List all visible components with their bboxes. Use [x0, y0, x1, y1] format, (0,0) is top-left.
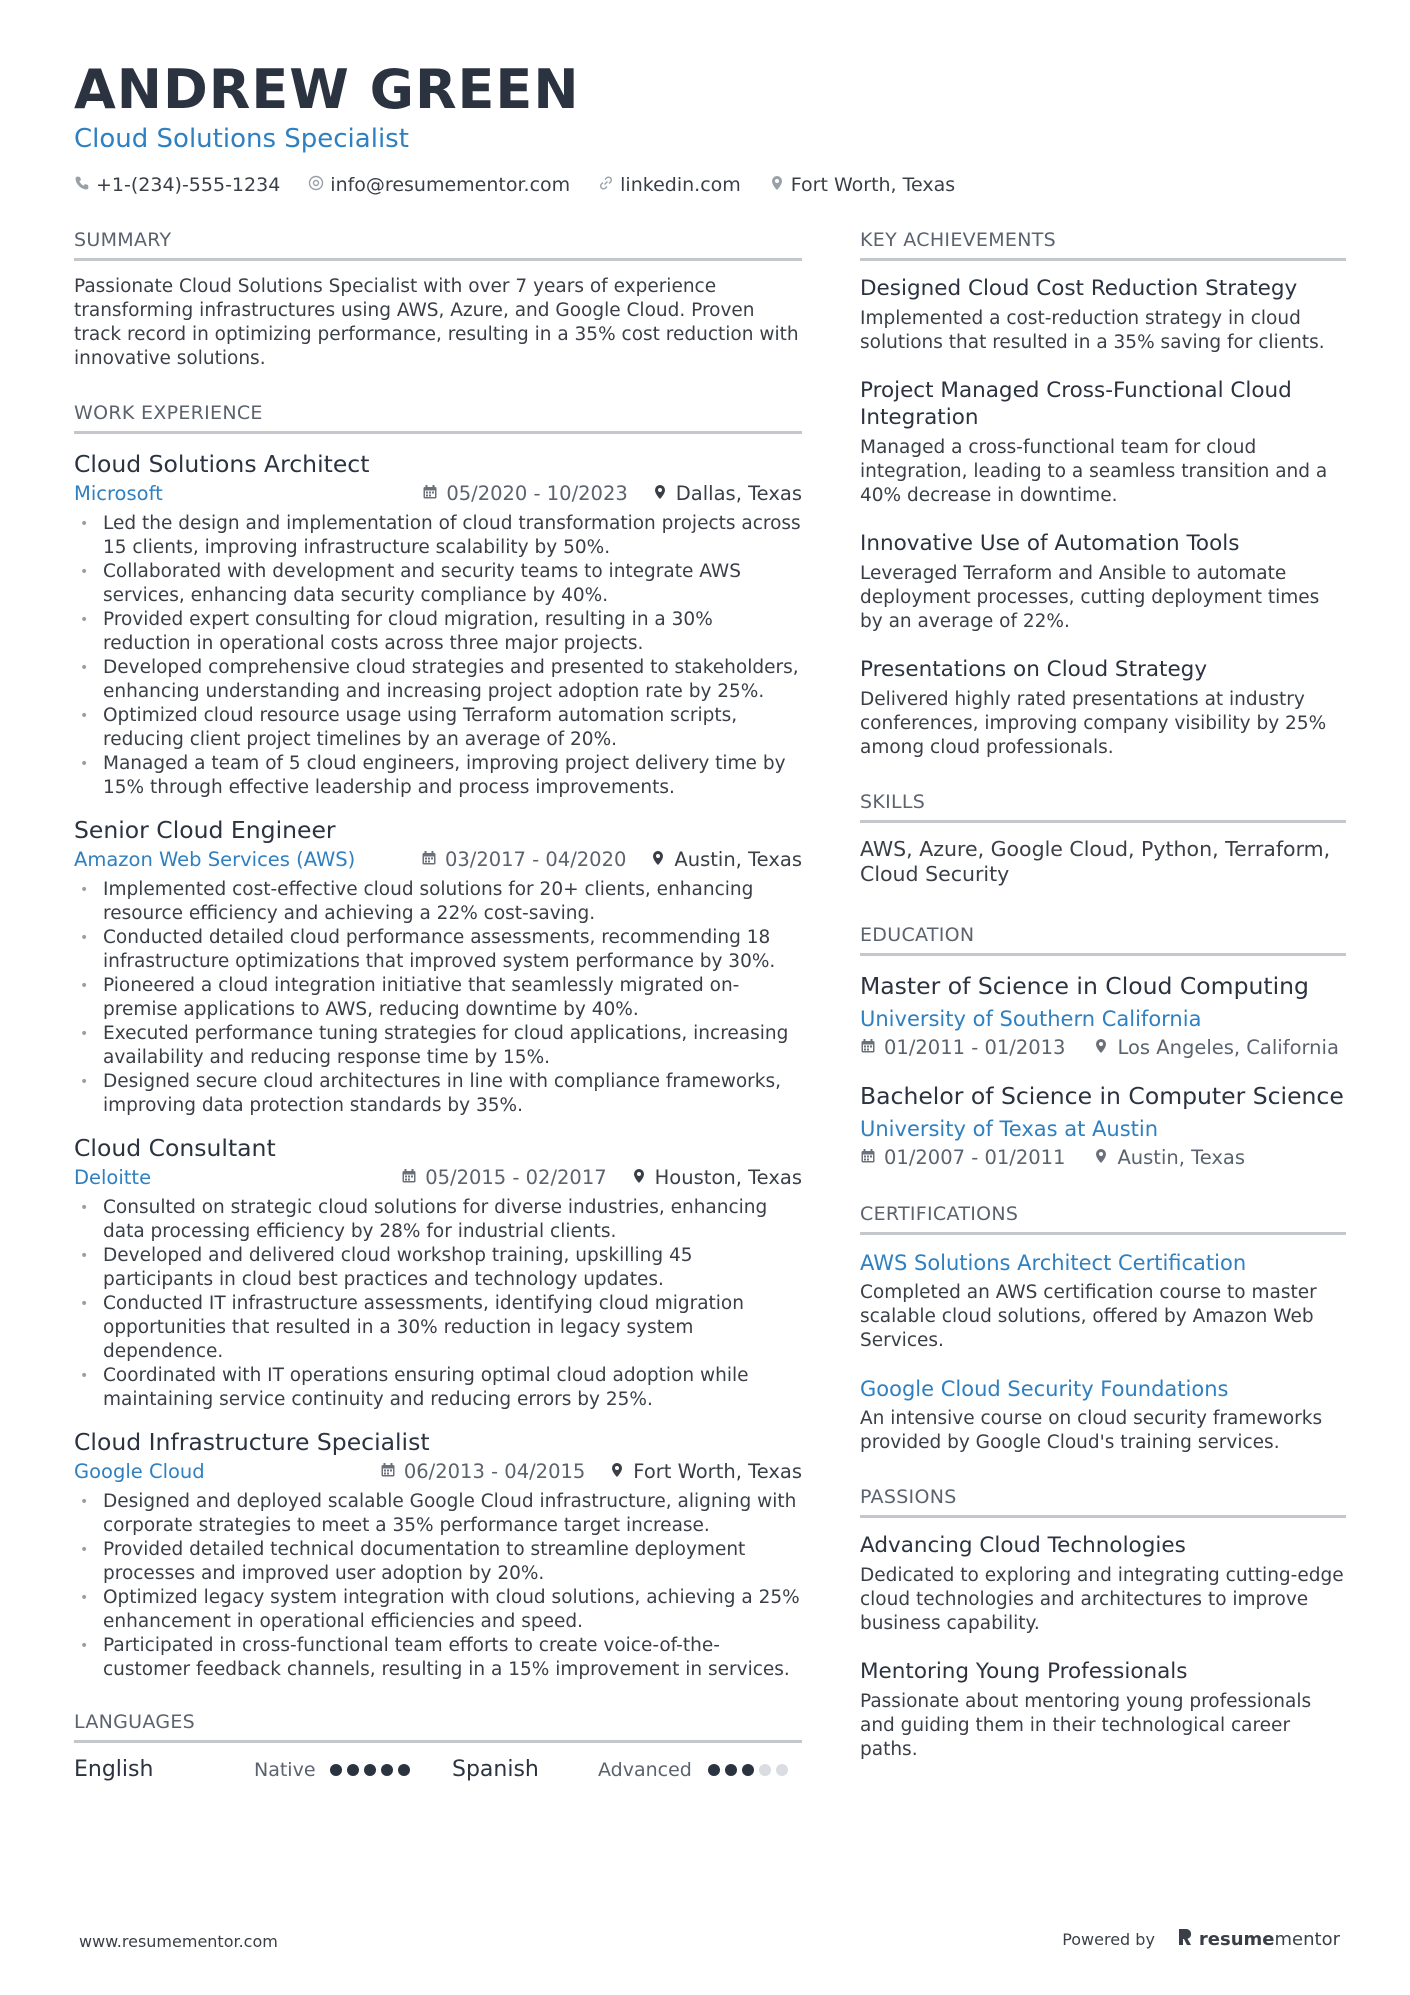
location-pin-icon — [652, 480, 668, 508]
degree-title: Bachelor of Science in Computer Science — [860, 1082, 1344, 1110]
job-location — [650, 846, 802, 874]
calendar-icon — [860, 1144, 876, 1172]
contact-phone[interactable] — [74, 174, 280, 196]
proficiency-dot-filled — [381, 1764, 393, 1776]
education-location — [1093, 1144, 1245, 1172]
job-dates-text: 05/2020 - 10/2023 — [446, 482, 628, 505]
achievement-desc: Managed a cross-functional team for cloud integration, leading to a seamless transition and a 40% decrease in downtime. — [860, 437, 1328, 506]
section-heading: EDUCATION — [860, 923, 1346, 956]
phone-icon — [74, 174, 90, 196]
right-column — [860, 228, 1346, 1792]
job-entry — [74, 1132, 802, 1412]
left-column — [74, 228, 802, 1812]
job-dates-text: 03/2017 - 04/2020 — [444, 848, 627, 871]
proficiency-dot-filled — [330, 1764, 342, 1776]
calendar-icon — [860, 1034, 876, 1062]
contact-location — [769, 174, 955, 196]
job-meta — [74, 1164, 802, 1192]
job-location — [652, 480, 802, 508]
education-meta — [860, 1034, 1346, 1062]
job-meta — [74, 846, 802, 874]
experience-section — [74, 401, 802, 1682]
brand-r-icon — [1177, 1928, 1193, 1951]
section-heading: KEY ACHIEVEMENTS — [860, 228, 1346, 261]
calendar-icon — [380, 1458, 396, 1486]
bullet-item: • Developed comprehensive cloud strategies and presented to stakeholders, enhancing understanding and increasing project adoption rate by 25%. — [74, 656, 802, 704]
company-name: Deloitte — [74, 1166, 152, 1189]
education-dates: 01/2011 - 01/2013 — [884, 1036, 1066, 1059]
bullet-item: • Coordinated with IT operations ensuring optimal cloud adoption while maintaining service continuity and reducing errors by 25%. — [74, 1364, 802, 1412]
education-dates: 01/2007 - 01/2011 — [884, 1146, 1066, 1169]
company-name: Microsoft — [74, 482, 163, 505]
job-location-text: Fort Worth, Texas — [633, 1460, 802, 1483]
company-name: Google Cloud — [74, 1460, 205, 1483]
contact-email[interactable] — [308, 174, 570, 196]
education-section — [860, 923, 1346, 1172]
proficiency-dot-filled — [742, 1764, 754, 1776]
proficiency-dot-empty — [776, 1764, 788, 1776]
job-meta — [74, 480, 802, 508]
achievement-desc: Leveraged Terraform and Ansible to automate deployment processes, cutting deployment times by an average of 22%. — [860, 563, 1320, 632]
job-dates-text: 06/2013 - 04/2015 — [403, 1460, 586, 1483]
location-pin-icon — [631, 1164, 647, 1192]
language-level: Native — [254, 1758, 316, 1781]
job-dates-text: 05/2015 - 02/2017 — [425, 1166, 607, 1189]
achievement-title: Project Managed Cross-Functional Cloud Integration — [860, 378, 1292, 430]
proficiency-dot-filled — [398, 1764, 410, 1776]
job-title: Cloud Consultant — [74, 1134, 276, 1162]
candidate-title: Cloud Solutions Specialist — [74, 124, 409, 154]
bullet-item: • Conducted IT infrastructure assessments, identifying cloud migration opportunities that resulted in a 30% reduction in legacy system dependence. — [74, 1292, 802, 1364]
job-title: Cloud Solutions Architect — [74, 450, 370, 478]
location-pin-icon — [609, 1458, 625, 1486]
job-location — [631, 1164, 802, 1192]
job-dates — [401, 1164, 606, 1192]
skills-list: AWS, Azure, Google Cloud, Python, Terraform, Cloud Security — [860, 837, 1331, 886]
proficiency-dot-filled — [708, 1764, 720, 1776]
summary-section — [74, 228, 802, 371]
skills-section — [860, 790, 1346, 887]
proficiency-dot-filled — [364, 1764, 376, 1776]
education-location-text: Los Angeles, California — [1117, 1036, 1339, 1059]
bullet-item: • Optimized legacy system integration with cloud solutions, achieving a 25% enhancement in operational efficiencies and speed. — [74, 1586, 802, 1634]
achievement-title: Presentations on Cloud Strategy — [860, 657, 1208, 682]
linkedin-text: linkedin.com — [620, 174, 741, 196]
school-name: University of Southern California — [860, 1007, 1202, 1031]
job-location-text: Austin, Texas — [674, 848, 802, 871]
achievement-item — [860, 377, 1346, 508]
job-dates — [421, 846, 626, 874]
language-proficiency-dots — [708, 1764, 788, 1776]
achievement-desc: Delivered highly rated presentations at industry conferences, improving company visibility by 25% among cloud professionals. — [860, 689, 1327, 758]
summary-text: Passionate Cloud Solutions Specialist with over 7 years of experience transforming infrastructures using AWS, Azure, and Google Cloud. Proven track record in optimizing performance, resulting in a 35% cost reduction with innovative solutions. — [74, 276, 799, 369]
job-dates — [422, 480, 627, 508]
calendar-icon — [421, 846, 437, 874]
achievement-desc: Implemented a cost-reduction strategy in cloud solutions that resulted in a 35% saving for clients. — [860, 308, 1325, 353]
calendar-icon — [401, 1164, 417, 1192]
job-location — [609, 1458, 802, 1486]
achievement-item — [860, 275, 1346, 355]
proficiency-dot-filled — [347, 1764, 359, 1776]
achievement-item — [860, 530, 1346, 634]
powered-by-label: Powered by — [1062, 1930, 1155, 1949]
section-heading: SUMMARY — [74, 228, 802, 261]
location-pin-icon — [650, 846, 666, 874]
proficiency-dot-filled — [725, 1764, 737, 1776]
footer-branding — [1062, 1928, 1340, 1951]
achievement-title: Designed Cloud Cost Reduction Strategy — [860, 276, 1298, 301]
education-location-text: Austin, Texas — [1117, 1146, 1246, 1169]
resume-header — [74, 60, 1344, 196]
location-pin-icon — [769, 174, 785, 196]
location-pin-icon — [1093, 1034, 1109, 1062]
certification-desc: Completed an AWS certification course to master scalable cloud solutions, offered by Amazon Web Services. — [860, 1282, 1317, 1351]
job-title: Cloud Infrastructure Specialist — [74, 1428, 430, 1456]
passions-section — [860, 1485, 1346, 1762]
bullet-item: • Developed and delivered cloud workshop training, upskilling 45 participants in cloud best practices and technology updates. — [74, 1244, 802, 1292]
location-pin-icon — [1093, 1144, 1109, 1172]
section-heading: SKILLS — [860, 790, 1346, 823]
brand-logo[interactable] — [1177, 1928, 1340, 1951]
company-name: Amazon Web Services (AWS) — [74, 848, 356, 871]
contact-bar — [74, 174, 1344, 196]
bullet-item: • Optimized cloud resource usage using Terraform automation scripts, reducing client project timelines by an average of 20%. — [74, 704, 802, 752]
job-entry — [74, 1426, 802, 1682]
certification-title: AWS Solutions Architect Certification — [860, 1251, 1247, 1275]
language-level: Advanced — [598, 1758, 692, 1781]
job-dates — [380, 1458, 585, 1486]
phone-text: +1-(234)-555-1234 — [96, 174, 281, 196]
job-entry — [74, 814, 802, 1118]
bullet-item: • Designed and deployed scalable Google Cloud infrastructure, aligning with corporate strategies to meet a 35% performance target increase. — [74, 1490, 802, 1538]
language-name: English — [74, 1757, 154, 1782]
at-icon — [308, 174, 324, 196]
job-bullets — [74, 512, 802, 800]
bullet-item: • Designed secure cloud architectures in line with compliance frameworks, improving data protection standards by 35%. — [74, 1070, 802, 1118]
brand-name-bold: resume — [1198, 1929, 1275, 1950]
bullet-item: • Managed a team of 5 cloud engineers, improving project delivery time by 15% through effective leadership and process improvements. — [74, 752, 802, 800]
link-icon — [598, 174, 614, 196]
bullet-item: • Executed performance tuning strategies for cloud applications, increasing availability and reducing response time by 15%. — [74, 1022, 802, 1070]
achievement-title: Innovative Use of Automation Tools — [860, 531, 1240, 556]
bullet-item: • Led the design and implementation of cloud transformation projects across 15 clients, improving infrastructure scalability by 50%. — [74, 512, 802, 560]
email-text: info@resumementor.com — [330, 174, 571, 196]
certification-item — [860, 1375, 1346, 1455]
bullet-item: • Provided detailed technical documentation to streamline deployment processes and improved user adoption by 20%. — [74, 1538, 802, 1586]
section-heading: LANGUAGES — [74, 1710, 802, 1743]
certifications-section — [860, 1202, 1346, 1455]
education-location — [1093, 1034, 1338, 1062]
brand-name-rest: mentor — [1274, 1929, 1340, 1950]
bullet-item: • Provided expert consulting for cloud migration, resulting in a 30% reduction in operational costs across three major projects. — [74, 608, 802, 656]
section-heading: CERTIFICATIONS — [860, 1202, 1346, 1235]
contact-linkedin[interactable] — [598, 174, 741, 196]
bullet-item: • Consulted on strategic cloud solutions for diverse industries, enhancing data processing efficiency by 28% for industrial clients. — [74, 1196, 802, 1244]
achievement-item — [860, 656, 1346, 760]
candidate-name: ANDREW GREEN — [74, 58, 580, 121]
job-meta — [74, 1458, 802, 1486]
job-bullets — [74, 1490, 802, 1682]
certification-title: Google Cloud Security Foundations — [860, 1377, 1229, 1401]
bullet-item: • Implemented cost-effective cloud solutions for 20+ clients, enhancing resource efficiency and achieving a 22% cost-saving. — [74, 878, 802, 926]
job-bullets — [74, 1196, 802, 1412]
bullet-item: • Participated in cross-functional team efforts to create voice-of-the-customer feedback channels, resulting in a 15% improvement in services. — [74, 1634, 802, 1682]
passion-desc: Passionate about mentoring young professionals and guiding them in their technological career paths. — [860, 1691, 1312, 1760]
job-location-text: Houston, Texas — [654, 1166, 802, 1189]
section-heading: PASSIONS — [860, 1485, 1346, 1518]
education-item — [860, 1080, 1346, 1172]
job-entry — [74, 448, 802, 800]
certification-desc: An intensive course on cloud security frameworks provided by Google Cloud's training services. — [860, 1408, 1323, 1453]
education-meta — [860, 1144, 1346, 1172]
passion-title: Advancing Cloud Technologies — [860, 1533, 1186, 1558]
language-name: Spanish — [452, 1757, 539, 1782]
job-bullets — [74, 878, 802, 1118]
section-heading: WORK EXPERIENCE — [74, 401, 802, 434]
school-name: University of Texas at Austin — [860, 1117, 1159, 1141]
degree-title: Master of Science in Cloud Computing — [860, 972, 1309, 1000]
education-item — [860, 970, 1346, 1062]
footer-website[interactable]: www.resumementor.com — [79, 1932, 278, 1951]
passion-title: Mentoring Young Professionals — [860, 1659, 1188, 1684]
job-title: Senior Cloud Engineer — [74, 816, 336, 844]
passion-desc: Dedicated to exploring and integrating cutting-edge cloud technologies and architectures to improve business capability. — [860, 1565, 1344, 1634]
passion-item — [860, 1658, 1346, 1762]
job-location-text: Dallas, Texas — [675, 482, 802, 505]
achievements-section — [860, 228, 1346, 760]
languages-row — [74, 1757, 802, 1782]
calendar-icon — [422, 480, 438, 508]
certification-item — [860, 1249, 1346, 1353]
passion-item — [860, 1532, 1346, 1636]
language-proficiency-dots — [330, 1764, 410, 1776]
location-text: Fort Worth, Texas — [790, 174, 956, 196]
languages-section — [74, 1710, 802, 1782]
proficiency-dot-empty — [759, 1764, 771, 1776]
bullet-item: • Pioneered a cloud integration initiative that seamlessly migrated on-premise applications to AWS, reducing downtime by 40%. — [74, 974, 802, 1022]
bullet-item: • Conducted detailed cloud performance assessments, recommending 18 infrastructure optimizations that improved system performance by 30%. — [74, 926, 802, 974]
bullet-item: • Collaborated with development and security teams to integrate AWS services, enhancing data security compliance by 40%. — [74, 560, 802, 608]
